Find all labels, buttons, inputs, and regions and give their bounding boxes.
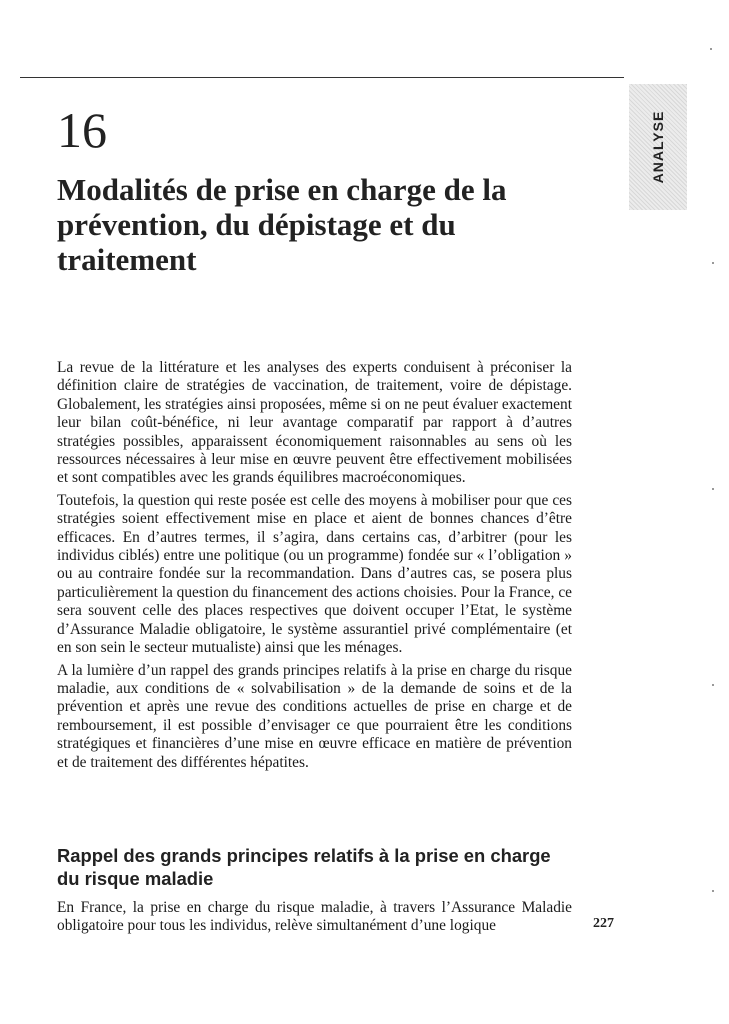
section-paragraph: En France, la prise en charge du risque maladie, à travers l’Assurance Maladie obligatoire pour tous les individus, relève simultanément d’une logique: [57, 899, 572, 935]
section-tab: [629, 84, 687, 210]
paragraph: Toutefois, la question qui reste posée est celle des moyens à mobiliser pour que ces stratégies soient effectivement mise en place et aient de bonnes chances d’être efficaces. En d’autres termes, il s’agira, dans certains cas, d’arbitrer (pour les individus ciblés) entre une politique (ou un programme) fondée sur « l’obligation » ou au contraire fondée sur la recommandation. Dans d’autres cas, se posera plus particulièrement la question du financement des actions choisies. Pour la France, ce sera souvent celle des places respectives que doivent occuper l’Etat, le système d’Assurance Maladie obligatoire, le système assurantiel privé complémentaire (et en son sein le secteur mutualiste) ainsi que les ménages.: [57, 491, 572, 657]
paragraph: A la lumière d’un rappel des grands principes relatifs à la prise en charge du risque maladie, aux conditions de « solvabilisation » de la demande de soins et de la prévention et après une revue des conditions actuelles de prise en charge et de remboursement, il est possible d’envisager ce que pourraient être les conditions stratégiques et financières d’une mise en œuvre efficace en matière de prévention et de traitement des différentes hépatites.: [57, 661, 572, 771]
body-text: [57, 359, 572, 776]
scan-speck: [712, 488, 714, 490]
scan-speck: [712, 684, 714, 686]
top-rule: [20, 77, 624, 78]
section-heading: Rappel des grands principes relatifs à la prise en charge du risque maladie: [57, 845, 551, 889]
chapter-title: Modalités de prise en charge de la prévention, du dépistage et du traitement: [57, 172, 507, 277]
scan-speck: [710, 48, 712, 50]
scan-speck: [712, 890, 714, 892]
page-number: 227: [593, 916, 614, 931]
scan-speck: [712, 262, 714, 264]
paragraph: La revue de la littérature et les analyses des experts conduisent à préconiser la définition claire de stratégies de vaccination, de traitement, voire de dépistage. Globalement, les stratégies ainsi proposées, même si on ne peut évaluer exactement leur bilan coût-bénéfice, ni leur avantage comparatif par rapport à d’autres stratégies possibles, apparaissent économiquement raisonnables au sens où les ressources nécessaires à leur mise en œuvre peuvent être effectivement mobilisées et sont compatibles avec les grands équilibres macroéconomiques.: [57, 359, 572, 487]
chapter-number: 16: [57, 102, 107, 158]
section-tab-label: ANALYSE: [650, 110, 666, 184]
